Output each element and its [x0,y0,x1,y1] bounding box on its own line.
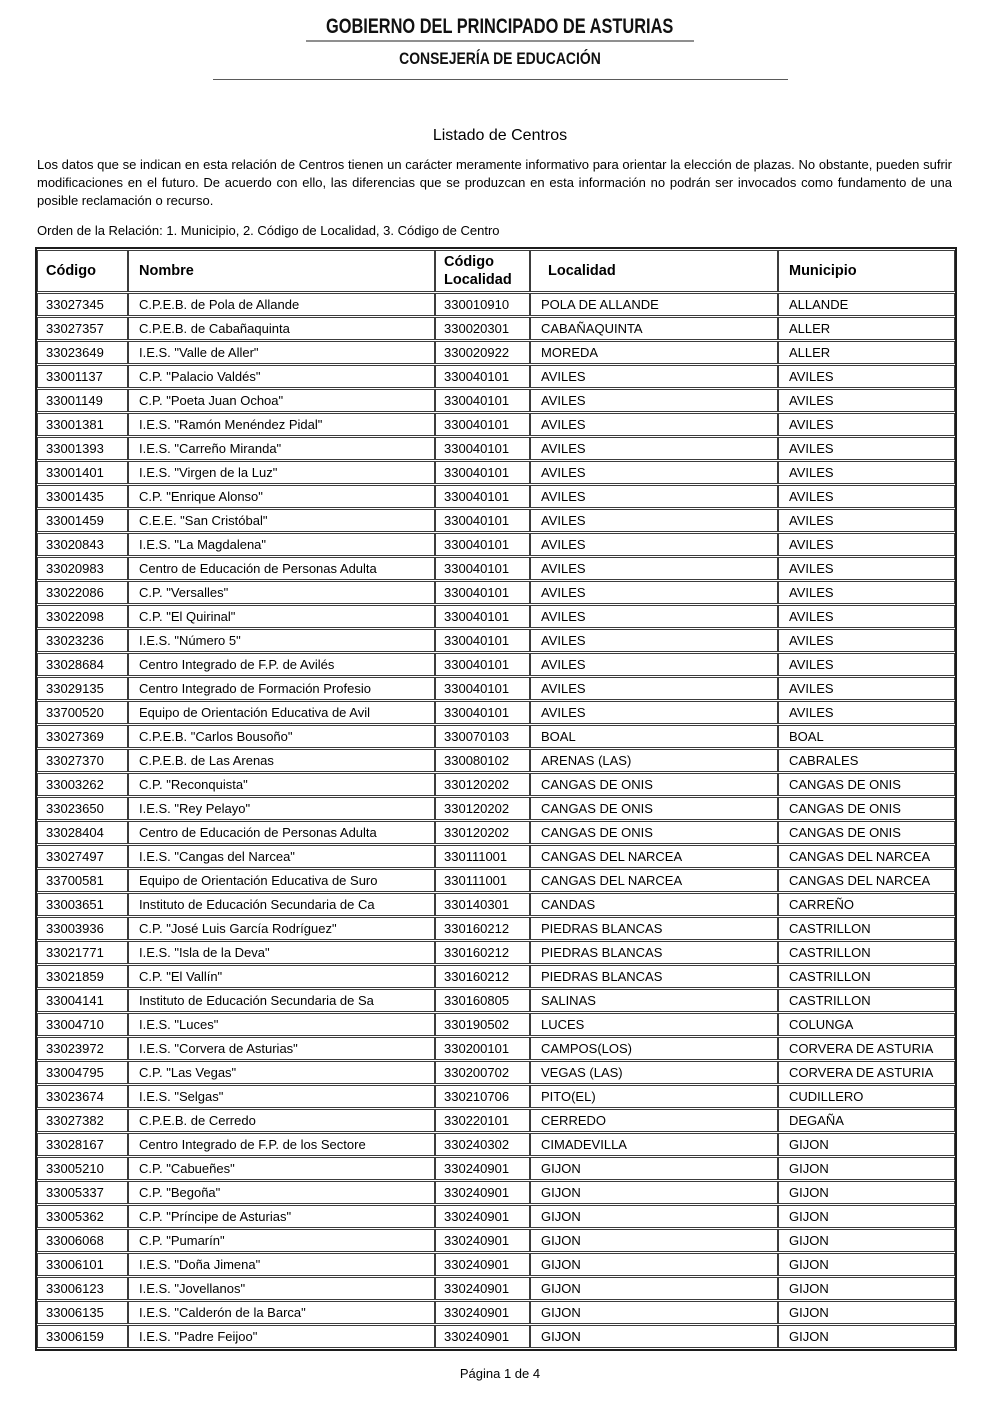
cell-codigo-localidad: 330240901 [435,1157,530,1180]
cell-localidad: AVILES [530,485,778,508]
cell-nombre: I.E.S. "Corvera de Asturias" [128,1037,435,1060]
cell-municipio: GIJON [778,1157,955,1180]
cell-codigo-localidad: 330240901 [435,1181,530,1204]
cell-nombre: C.P. "Pumarín" [128,1229,435,1252]
cell-codigo: 33023649 [37,341,128,364]
column-header-codigo-localidad: Código Localidad [435,250,530,292]
cell-codigo: 33003936 [37,917,128,940]
table-row [37,1133,955,1156]
column-header-nombre: Nombre [128,250,435,292]
cell-codigo: 33006159 [37,1325,128,1348]
cell-municipio: AVILES [778,701,955,724]
cell-codigo-localidad: 330210706 [435,1085,530,1108]
cell-municipio: CANGAS DE ONIS [778,773,955,796]
cell-codigo: 33027345 [37,293,128,316]
cell-localidad: POLA DE ALLANDE [530,293,778,316]
cell-codigo: 33027357 [37,317,128,340]
column-header-localidad: Localidad [530,250,778,292]
cell-municipio: CASTRILLON [778,965,955,988]
cell-codigo-localidad: 330040101 [435,581,530,604]
cell-nombre: I.E.S. "Isla de la Deva" [128,941,435,964]
cell-municipio: AVILES [778,365,955,388]
table-row [37,797,955,820]
table-row [37,917,955,940]
cell-municipio: GIJON [778,1205,955,1228]
cell-localidad: CANGAS DE ONIS [530,773,778,796]
cell-localidad: AVILES [530,413,778,436]
table-row [37,365,955,388]
cell-codigo: 33001393 [37,437,128,460]
table-row [37,869,955,892]
cell-codigo: 33027369 [37,725,128,748]
cell-nombre: C.P.E.B. de Cerredo [128,1109,435,1132]
table-row [37,1325,955,1348]
cell-codigo-localidad: 330040101 [435,557,530,580]
table-body [37,293,955,1348]
cell-nombre: C.P. "Reconquista" [128,773,435,796]
cell-municipio: ALLER [778,341,955,364]
cell-nombre: C.P. "Versalles" [128,581,435,604]
cell-codigo-localidad: 330190502 [435,1013,530,1036]
table-row [37,893,955,916]
table-row [37,1013,955,1036]
cell-localidad: AVILES [530,461,778,484]
cell-municipio: CORVERA DE ASTURIA [778,1037,955,1060]
cell-codigo: 33023650 [37,797,128,820]
cell-localidad: PIEDRAS BLANCAS [530,941,778,964]
cell-codigo: 33023674 [37,1085,128,1108]
cell-localidad: GIJON [530,1205,778,1228]
cell-localidad: GIJON [530,1157,778,1180]
cell-municipio: GIJON [778,1301,955,1324]
cell-localidad: GIJON [530,1229,778,1252]
table-row [37,485,955,508]
cell-nombre: I.E.S. "Número 5" [128,629,435,652]
cell-municipio: CANGAS DEL NARCEA [778,845,955,868]
cell-nombre: C.P. "Palacio Valdés" [128,365,435,388]
cell-municipio: CANGAS DE ONIS [778,797,955,820]
cell-codigo: 33028167 [37,1133,128,1156]
column-header-codigo: Código [37,250,128,292]
cell-nombre: Centro de Educación de Personas Adulta [128,821,435,844]
table-row [37,677,955,700]
cell-codigo: 33020843 [37,533,128,556]
table-row [37,341,955,364]
cell-codigo-localidad: 330240302 [435,1133,530,1156]
cell-localidad: AVILES [530,557,778,580]
cell-nombre: I.E.S. "La Magdalena" [128,533,435,556]
cell-codigo: 33006135 [37,1301,128,1324]
cell-municipio: AVILES [778,605,955,628]
table-row [37,1253,955,1276]
cell-nombre: Centro de Educación de Personas Adulta [128,557,435,580]
cell-localidad: CIMADEVILLA [530,1133,778,1156]
cell-codigo: 33028404 [37,821,128,844]
cell-localidad: AVILES [530,653,778,676]
cell-localidad: GIJON [530,1277,778,1300]
cell-codigo-localidad: 330160212 [435,917,530,940]
cell-nombre: I.E.S. "Carreño Miranda" [128,437,435,460]
cell-codigo: 33001149 [37,389,128,412]
cell-nombre: I.E.S. "Calderón de la Barca" [128,1301,435,1324]
cell-localidad: AVILES [530,701,778,724]
cell-nombre: I.E.S. "Luces" [128,1013,435,1036]
cell-codigo-localidad: 330240901 [435,1301,530,1324]
cell-codigo-localidad: 330080102 [435,749,530,772]
cell-municipio: AVILES [778,437,955,460]
cell-codigo: 33700581 [37,869,128,892]
cell-localidad: LUCES [530,1013,778,1036]
cell-municipio: GIJON [778,1229,955,1252]
cell-codigo: 33004141 [37,989,128,1012]
cell-municipio: CANGAS DE ONIS [778,821,955,844]
cell-codigo-localidad: 330111001 [435,845,530,868]
table-row [37,1037,955,1060]
table-row [37,629,955,652]
cell-localidad: BOAL [530,725,778,748]
cell-codigo-localidad: 330040101 [435,389,530,412]
cell-municipio: CASTRILLON [778,989,955,1012]
table-row [37,773,955,796]
table-row [37,1205,955,1228]
cell-localidad: GIJON [530,1301,778,1324]
cell-nombre: C.P. "Poeta Juan Ochoa" [128,389,435,412]
cell-codigo: 33001381 [37,413,128,436]
table-row [37,1181,955,1204]
cell-nombre: C.P. "Begoña" [128,1181,435,1204]
cell-codigo-localidad: 330070103 [435,725,530,748]
cell-codigo-localidad: 330040101 [435,509,530,532]
cell-municipio: BOAL [778,725,955,748]
cell-localidad: GIJON [530,1325,778,1348]
intro-paragraph: Los datos que se indican en esta relación de Centros tienen un carácter meramente informativo para orientar la elección de plazas. No obstante, pueden sufrir modificaciones en el futuro. De acuerdo con ello, las diferencias que se produzcan en esta información no podrán ser invocados como fundamento de una posible reclamación o recurso. [37,157,952,208]
cell-nombre: I.E.S. "Doña Jimena" [128,1253,435,1276]
cell-municipio: AVILES [778,653,955,676]
cell-codigo-localidad: 330040101 [435,365,530,388]
cell-localidad: PIEDRAS BLANCAS [530,965,778,988]
cell-municipio: AVILES [778,629,955,652]
cell-localidad: AVILES [530,629,778,652]
table-row [37,389,955,412]
cell-localidad: CANGAS DE ONIS [530,821,778,844]
table-row [37,725,955,748]
cell-localidad: AVILES [530,533,778,556]
cell-municipio: GIJON [778,1253,955,1276]
cell-municipio: CABRALES [778,749,955,772]
table-row [37,845,955,868]
cell-nombre: I.E.S. "Padre Feijoo" [128,1325,435,1348]
cell-nombre: C.P. "Príncipe de Asturias" [128,1205,435,1228]
cell-localidad: MOREDA [530,341,778,364]
cell-codigo-localidad: 330200101 [435,1037,530,1060]
cell-codigo: 33029135 [37,677,128,700]
cell-codigo: 33020983 [37,557,128,580]
cell-codigo-localidad: 330240901 [435,1277,530,1300]
cell-localidad: AVILES [530,437,778,460]
cell-localidad: CAMPOS(LOS) [530,1037,778,1060]
cell-localidad: PIEDRAS BLANCAS [530,917,778,940]
cell-municipio: CORVERA DE ASTURIA [778,1061,955,1084]
cell-codigo: 33006101 [37,1253,128,1276]
cell-municipio: AVILES [778,461,955,484]
table-row [37,653,955,676]
cell-codigo-localidad: 330240901 [435,1229,530,1252]
cell-nombre: Instituto de Educación Secundaria de Ca [128,893,435,916]
cell-nombre: I.E.S. "Valle de Aller" [128,341,435,364]
cell-municipio: ALLER [778,317,955,340]
cell-codigo-localidad: 330040101 [435,533,530,556]
cell-codigo-localidad: 330120202 [435,821,530,844]
cell-codigo: 33005362 [37,1205,128,1228]
cell-codigo: 33021771 [37,941,128,964]
cell-localidad: ARENAS (LAS) [530,749,778,772]
cell-codigo-localidad: 330140301 [435,893,530,916]
cell-nombre: Centro Integrado de F.P. de Avilés [128,653,435,676]
cell-codigo-localidad: 330160805 [435,989,530,1012]
cell-localidad: CANGAS DE ONIS [530,797,778,820]
cell-localidad: GIJON [530,1253,778,1276]
cell-nombre: I.E.S. "Cangas del Narcea" [128,845,435,868]
cell-localidad: CANDAS [530,893,778,916]
table-row [37,965,955,988]
cell-codigo: 33001459 [37,509,128,532]
cell-nombre: Centro Integrado de Formación Profesio [128,677,435,700]
cell-codigo: 33005337 [37,1181,128,1204]
cell-nombre: C.P. "Enrique Alonso" [128,485,435,508]
cell-nombre: I.E.S. "Selgas" [128,1085,435,1108]
centers-table [35,247,957,1351]
cell-nombre: Equipo de Orientación Educativa de Avil [128,701,435,724]
table-row [37,1157,955,1180]
cell-localidad: SALINAS [530,989,778,1012]
cell-nombre: C.P.E.B. "Carlos Bousoño" [128,725,435,748]
cell-codigo-localidad: 330160212 [435,965,530,988]
cell-codigo-localidad: 330040101 [435,629,530,652]
cell-codigo-localidad: 330040101 [435,701,530,724]
table-row [37,533,955,556]
cell-localidad: PITO(EL) [530,1085,778,1108]
cell-codigo: 33027370 [37,749,128,772]
cell-localidad: AVILES [530,509,778,532]
table-row [37,821,955,844]
cell-codigo: 33001435 [37,485,128,508]
table-row [37,1277,955,1300]
cell-localidad: CANGAS DEL NARCEA [530,845,778,868]
cell-nombre: I.E.S. "Rey Pelayo" [128,797,435,820]
cell-codigo-localidad: 330160212 [435,941,530,964]
table-row [37,1109,955,1132]
table-row [37,557,955,580]
table-row [37,941,955,964]
column-header-municipio: Municipio [778,250,955,292]
page-number: Página 1 de 4 [459,1366,541,1381]
cell-codigo: 33027497 [37,845,128,868]
cell-municipio: CASTRILLON [778,941,955,964]
cell-nombre: C.P. "El Quirinal" [128,605,435,628]
cell-codigo-localidad: 330240901 [435,1253,530,1276]
cell-codigo-localidad: 330040101 [435,677,530,700]
letterhead [0,0,1000,80]
cell-codigo-localidad: 330040101 [435,485,530,508]
cell-municipio: AVILES [778,677,955,700]
cell-municipio: GIJON [778,1325,955,1348]
government-title: GOBIERNO DEL PRINCIPADO DE ASTURIAS [326,15,674,38]
cell-municipio: DEGAÑA [778,1109,955,1132]
cell-localidad: CANGAS DEL NARCEA [530,869,778,892]
cell-municipio: CASTRILLON [778,917,955,940]
page-title: Listado de Centros [432,127,568,144]
cell-municipio: AVILES [778,413,955,436]
cell-codigo: 33006068 [37,1229,128,1252]
cell-municipio: COLUNGA [778,1013,955,1036]
cell-nombre: Instituto de Educación Secundaria de Sa [128,989,435,1012]
cell-codigo: 33028684 [37,653,128,676]
cell-localidad: AVILES [530,365,778,388]
cell-nombre: C.P. "José Luis García Rodríguez" [128,917,435,940]
order-note: Orden de la Relación: 1. Municipio, 2. Código de Localidad, 3. Código de Centro [37,223,500,238]
table-row [37,989,955,1012]
cell-codigo-localidad: 330220101 [435,1109,530,1132]
cell-nombre: C.P.E.B. de Pola de Allande [128,293,435,316]
cell-codigo-localidad: 330040101 [435,653,530,676]
cell-codigo: 33700520 [37,701,128,724]
cell-codigo: 33004710 [37,1013,128,1036]
cell-nombre: C.E.E. "San Cristóbal" [128,509,435,532]
cell-nombre: C.P. "Las Vegas" [128,1061,435,1084]
cell-nombre: I.E.S. "Virgen de la Luz" [128,461,435,484]
cell-codigo-localidad: 330040101 [435,605,530,628]
letterhead-rule [213,79,788,80]
cell-municipio: GIJON [778,1181,955,1204]
table-row [37,1301,955,1324]
cell-municipio: AVILES [778,557,955,580]
cell-nombre: C.P. "El Vallín" [128,965,435,988]
cell-codigo: 33003651 [37,893,128,916]
cell-localidad: AVILES [530,677,778,700]
government-underline [306,40,694,42]
cell-municipio: GIJON [778,1277,955,1300]
cell-codigo-localidad: 330010910 [435,293,530,316]
cell-codigo: 33022086 [37,581,128,604]
cell-codigo: 33022098 [37,605,128,628]
cell-codigo: 33001137 [37,365,128,388]
cell-codigo-localidad: 330040101 [435,413,530,436]
cell-codigo: 33006123 [37,1277,128,1300]
cell-localidad: CERREDO [530,1109,778,1132]
table-row [37,317,955,340]
cell-municipio: AVILES [778,509,955,532]
table-header-row [37,250,955,292]
cell-localidad: CABAÑAQUINTA [530,317,778,340]
cell-municipio: GIJON [778,1133,955,1156]
cell-municipio: AVILES [778,389,955,412]
cell-municipio: CANGAS DEL NARCEA [778,869,955,892]
cell-nombre: C.P.E.B. de Las Arenas [128,749,435,772]
cell-municipio: AVILES [778,581,955,604]
cell-municipio: CARREÑO [778,893,955,916]
table-row [37,293,955,316]
cell-municipio: CUDILLERO [778,1085,955,1108]
cell-codigo: 33001401 [37,461,128,484]
cell-municipio: ALLANDE [778,293,955,316]
table-row [37,461,955,484]
cell-localidad: AVILES [530,581,778,604]
cell-codigo: 33004795 [37,1061,128,1084]
department-title: CONSEJERÍA DE EDUCACIÓN [399,49,601,68]
table-row [37,437,955,460]
cell-codigo: 33027382 [37,1109,128,1132]
cell-nombre: Centro Integrado de F.P. de los Sectore [128,1133,435,1156]
cell-nombre: Equipo de Orientación Educativa de Suro [128,869,435,892]
cell-localidad: AVILES [530,605,778,628]
table-row [37,581,955,604]
cell-codigo-localidad: 330240901 [435,1325,530,1348]
cell-codigo-localidad: 330020301 [435,317,530,340]
cell-municipio: AVILES [778,485,955,508]
cell-codigo: 33023972 [37,1037,128,1060]
cell-localidad: AVILES [530,389,778,412]
cell-codigo: 33021859 [37,965,128,988]
table-row [37,413,955,436]
table-row [37,605,955,628]
table-row [37,1085,955,1108]
cell-codigo-localidad: 330120202 [435,797,530,820]
cell-codigo-localidad: 330240901 [435,1205,530,1228]
cell-localidad: VEGAS (LAS) [530,1061,778,1084]
table-row [37,509,955,532]
cell-codigo: 33005210 [37,1157,128,1180]
cell-nombre: I.E.S. "Ramón Menéndez Pidal" [128,413,435,436]
cell-municipio: AVILES [778,533,955,556]
cell-codigo-localidad: 330120202 [435,773,530,796]
cell-nombre: C.P. "Cabueñes" [128,1157,435,1180]
cell-localidad: GIJON [530,1181,778,1204]
cell-codigo: 33023236 [37,629,128,652]
cell-codigo-localidad: 330040101 [435,437,530,460]
table-row [37,1061,955,1084]
table-row [37,1229,955,1252]
cell-codigo-localidad: 330020922 [435,341,530,364]
cell-codigo-localidad: 330200702 [435,1061,530,1084]
cell-codigo: 33003262 [37,773,128,796]
cell-codigo-localidad: 330040101 [435,461,530,484]
cell-nombre: I.E.S. "Jovellanos" [128,1277,435,1300]
cell-nombre: C.P.E.B. de Cabañaquinta [128,317,435,340]
table-row [37,701,955,724]
table-row [37,749,955,772]
cell-codigo-localidad: 330111001 [435,869,530,892]
